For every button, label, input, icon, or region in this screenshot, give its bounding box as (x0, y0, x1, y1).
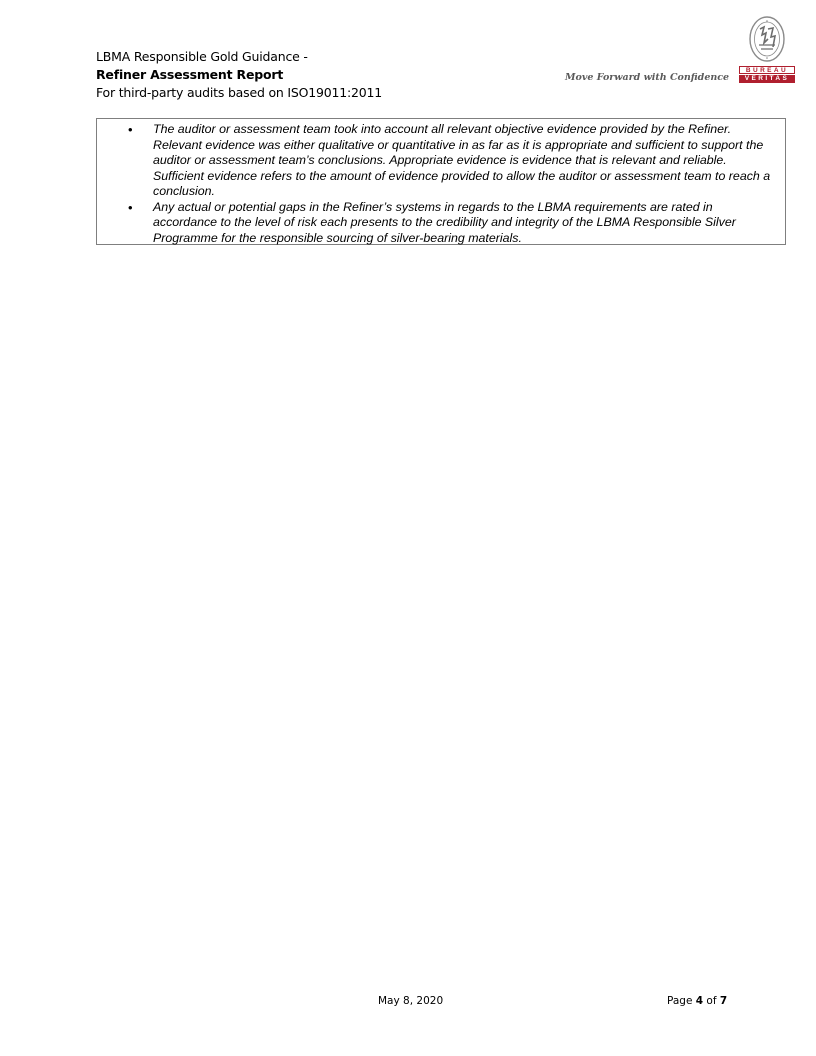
list-item-text: Any actual or potential gaps in the Refiner’s systems in regards to the LBMA requirements are rated in accordance to the level of risk each presents to the credibility and integrity of the LBMA Responsible Silver Programme for the responsible sourcing of silver-bearing materials. (153, 199, 736, 245)
list-item-text: The auditor or assessment team took into account all relevant objective evidence provided by the Refiner. Relevant evidence was either qualitative or quantitative in as far as it is appropriate and sufficient to support the auditor or assessment team’s conclusions. Appropriate evidence is evidence that is relevant and reliable. Sufficient evidence refers to the amount of evidence provided to allow the auditor or assessment team to reach a conclusion. (153, 122, 771, 198)
bullet-icon: • (128, 122, 133, 137)
header-report-title: Refiner Assessment Report (96, 67, 284, 82)
footer-date: May 8, 2020 (378, 995, 444, 1007)
seal-icon (748, 15, 786, 65)
evidence-notes-box (96, 118, 786, 245)
page-of: of (703, 995, 720, 1007)
page-current: 4 (695, 995, 704, 1007)
header-title-line: LBMA Responsible Gold Guidance - (96, 49, 308, 64)
bullet-icon: • (128, 199, 133, 215)
header-subtitle: For third-party audits based on ISO19011:2011 (96, 85, 383, 100)
list-item (97, 122, 775, 200)
page-total: 7 (719, 995, 728, 1007)
document-header (96, 48, 382, 102)
list-item (97, 200, 775, 247)
page-prefix: Page (667, 995, 696, 1007)
page-number (667, 995, 727, 1007)
bureau-veritas-logo (739, 15, 795, 85)
bullet-list (97, 119, 785, 246)
logo-wordmark-bottom: VERITAS (739, 75, 795, 83)
logo-wordmark-top: BUREAU (739, 66, 795, 74)
brand-tagline: Move Forward with Confidence (565, 72, 730, 83)
